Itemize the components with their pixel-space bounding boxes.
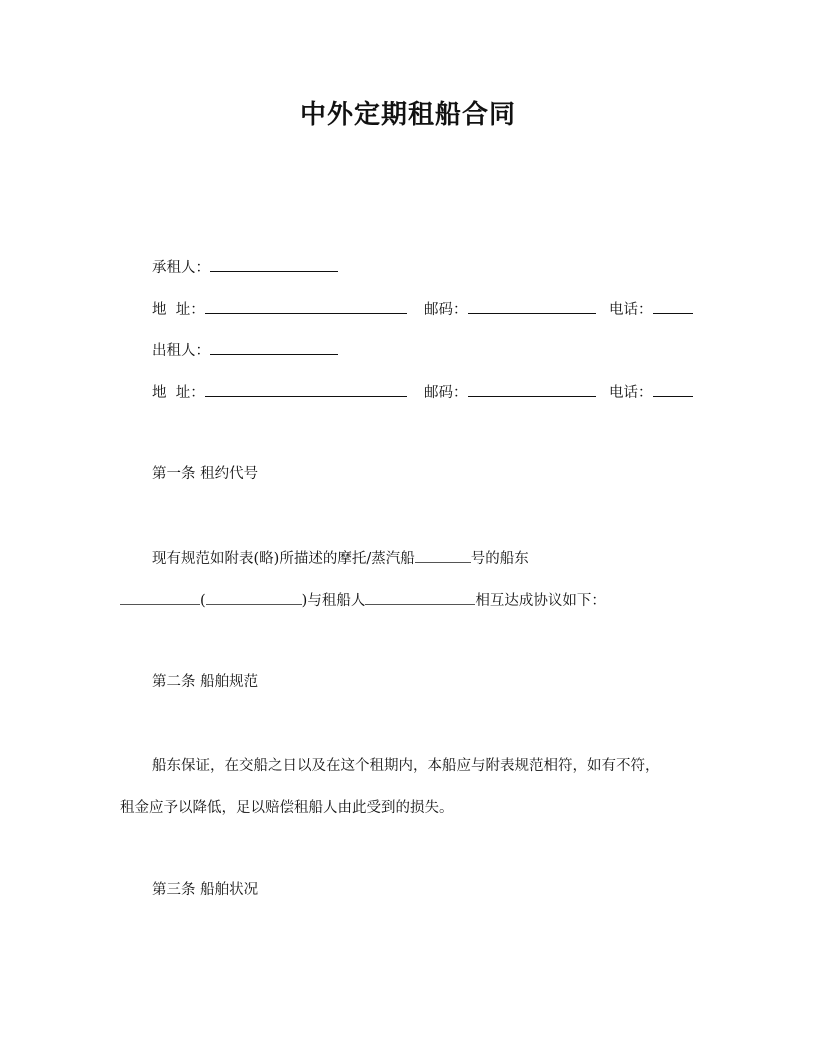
lessor-postcode-field[interactable] (468, 382, 596, 397)
lessor-postcode-row (424, 382, 596, 403)
lessee-postcode-label: 邮码： (424, 302, 468, 318)
article-1-paragraph-line-2 (120, 590, 606, 611)
lessee-address-row (152, 299, 407, 320)
article-2-paragraph-line-1: 船东保证，在交船之日以及在这个租期内，本船应与附表规范相符，如有不符， (152, 758, 660, 774)
shipowner-name-field[interactable] (120, 590, 200, 605)
article-1-text-b: 号的船东 (470, 551, 529, 567)
lessee-address-label: 地 址： (152, 302, 205, 318)
lessee-phone-field[interactable] (653, 299, 693, 314)
charterer-name-field[interactable] (365, 590, 475, 605)
lessee-name-field[interactable] (210, 257, 338, 272)
article-1-text-c: ( (200, 593, 206, 609)
lessee-phone-label: 电话： (609, 302, 653, 318)
ship-name-field[interactable] (415, 548, 471, 563)
article-1-text-e: 相互达成协议如下： (475, 593, 606, 609)
lessor-phone-field[interactable] (653, 382, 693, 397)
lessee-row (152, 257, 338, 278)
article-2-heading: 第二条 船舶规范 (152, 674, 259, 690)
article-1-text-d: )与租船人 (301, 593, 366, 609)
lessor-phone-row (609, 382, 693, 403)
lessor-name-field[interactable] (210, 340, 338, 355)
lessor-address-field[interactable] (205, 382, 407, 397)
article-2-paragraph-line-2: 租金应予以降低，足以赔偿租船人由此受到的损失。 (120, 800, 454, 816)
lessor-label: 出租人： (152, 343, 210, 359)
article-1-paragraph-line-1 (152, 548, 529, 569)
lessor-phone-label: 电话： (609, 385, 653, 401)
lessor-address-row (152, 382, 407, 403)
article-1-text-a: 现有规范如附表(略)所描述的摩托/蒸汽船 (152, 551, 415, 567)
lessor-address-label: 地 址： (152, 385, 205, 401)
lessee-label: 承租人： (152, 260, 210, 276)
article-3-heading: 第三条 船舶状况 (152, 882, 259, 898)
lessor-row (152, 340, 338, 361)
lessee-phone-row (609, 299, 693, 320)
lessee-postcode-field[interactable] (468, 299, 596, 314)
lessor-postcode-label: 邮码： (424, 385, 468, 401)
lessee-postcode-row (424, 299, 596, 320)
article-1-heading: 第一条 租约代号 (152, 466, 259, 482)
lessee-address-field[interactable] (205, 299, 407, 314)
shipowner-note-field[interactable] (206, 590, 302, 605)
document-title: 中外定期租船合同 (299, 100, 516, 130)
